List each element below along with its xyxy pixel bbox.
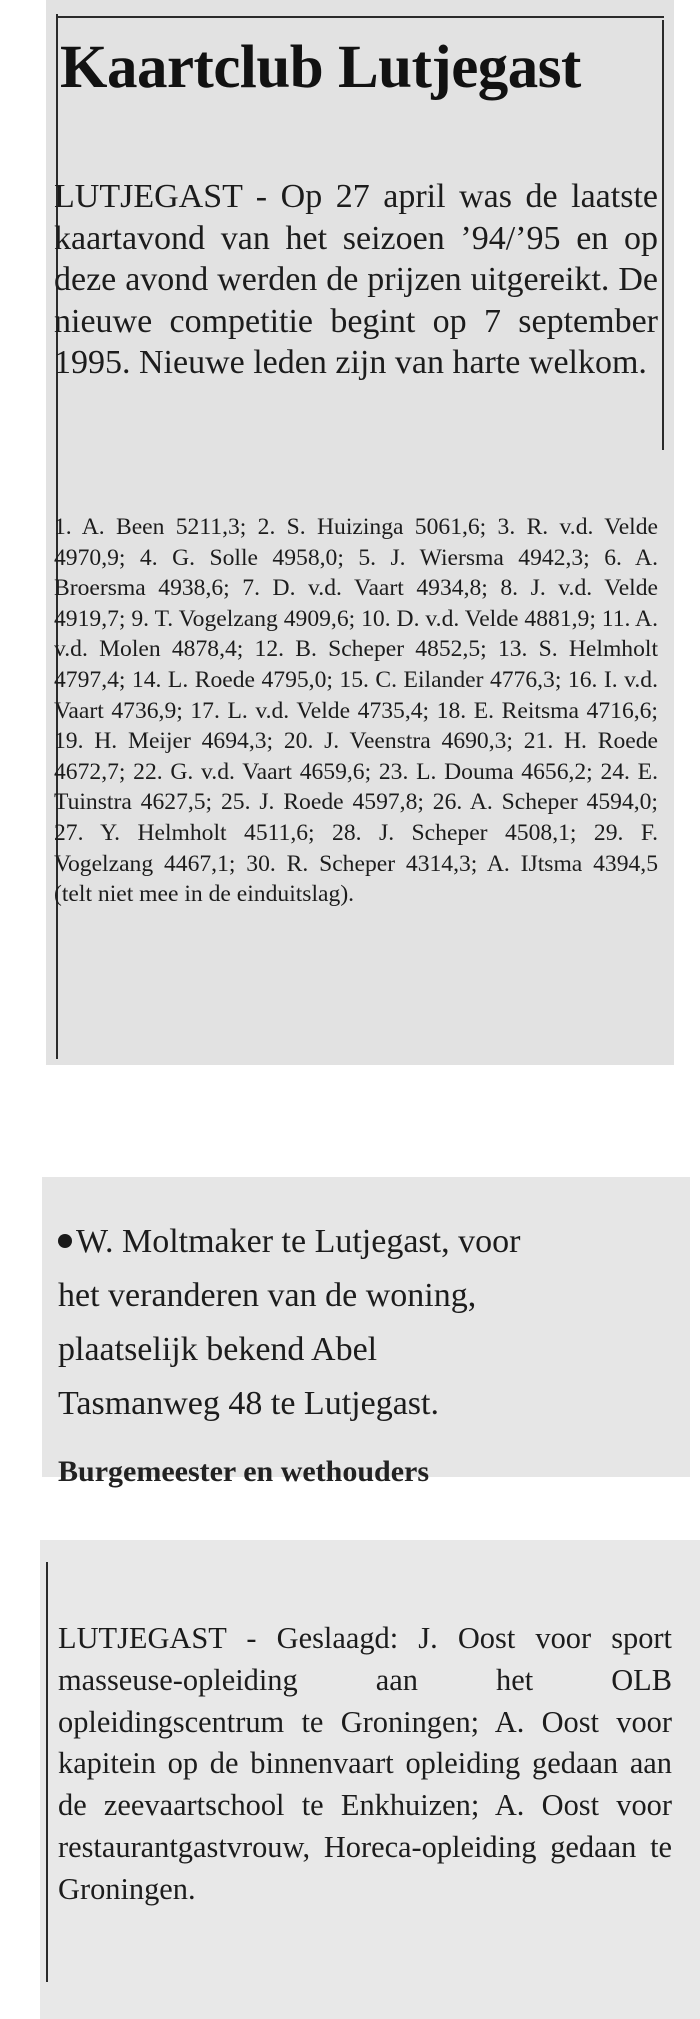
cut-off-heading: Burgemeester en wethouders — [58, 1455, 430, 1488]
bullet-icon — [58, 1234, 72, 1248]
article-headline: Kaartclub Lutjegast — [60, 34, 581, 101]
clipping-building-notice — [42, 1177, 690, 1488]
left-rule — [46, 1562, 48, 1982]
building-notice — [58, 1215, 670, 1431]
right-rule — [662, 20, 664, 450]
notice-line — [58, 1215, 670, 1269]
article-results: 1. A. Been 5211,3; 2. S. Huizinga 5061,6; 3. R. v.d. Velde 4970,9; 4. G. Solle 4958,0; 5. J. Wiersma 4942,3; 6. A. Broersma 4938,6; 7. D. v.d. Vaart 4934,8; 8. J. v.d. Velde 4919,7; 9. T. Vogelzang 4909,6; 10. D. v.d. Velde 4881,9; 11. A. v.d. Molen 4878,4; 12. B. Scheper 4852,5; 13. S. Helmholt 4797,4; 14. L. Roede 4795,0; 15. C. Eilander 4776,3; 16. I. v.d. Vaart 4736,9; 17. L. v.d. Velde 4735,4; 18. E. Reitsma 4716,6; 19. H. Meijer 4694,3; 20. J. Veenstra 4690,3; 21. H. Roede 4672,7; 22. G. v.d. Vaart 4659,6; 23. L. Douma 4656,2; 24. E. Tuinstra 4627,5; 25. J. Roede 4597,8; 26. A. Scheper 4594,0; 27. Y. Helmholt 4511,6; 28. J. Scheper 4508,1; 29. F. Vogelzang 4467,1; 30. R. Scheper 4314,3; A. IJtsma 4394,5 (telt niet mee in de einduitslag). — [54, 514, 658, 908]
notice-line: plaatselijk bekend Abel — [58, 1331, 378, 1368]
notice-line-text: W. Moltmaker te Lutjegast, voor — [76, 1223, 521, 1260]
notice-line: het veranderen van de woning, — [58, 1277, 477, 1314]
notice-line: Tasmanweg 48 te Lutjegast. — [58, 1385, 439, 1422]
clipping-graduates — [40, 1540, 700, 2019]
clipping-kaartclub — [46, 0, 674, 1065]
top-rule — [56, 16, 664, 18]
graduates-text: LUTJEGAST - Geslaagd: J. Oost voor sport masseuse-opleiding aan het OLB opleidingscentrum te Groningen; A. Oost voor kapitein op de binnenvaart opleiding gedaan aan de zeevaartschool te Enkhuizen; A. Oost voor restaurantgastvrouw, Horeca-opleiding gedaan te Groningen. — [58, 1621, 672, 1906]
article-intro: LUTJEGAST - Op 27 april was de laatste kaartavond van het seizoen ’94/’95 en op deze avond werden de prijzen uitgereikt. De nieuwe competitie begint op 7 september 1995. Nieuwe leden zijn van harte welkom. — [54, 178, 658, 381]
